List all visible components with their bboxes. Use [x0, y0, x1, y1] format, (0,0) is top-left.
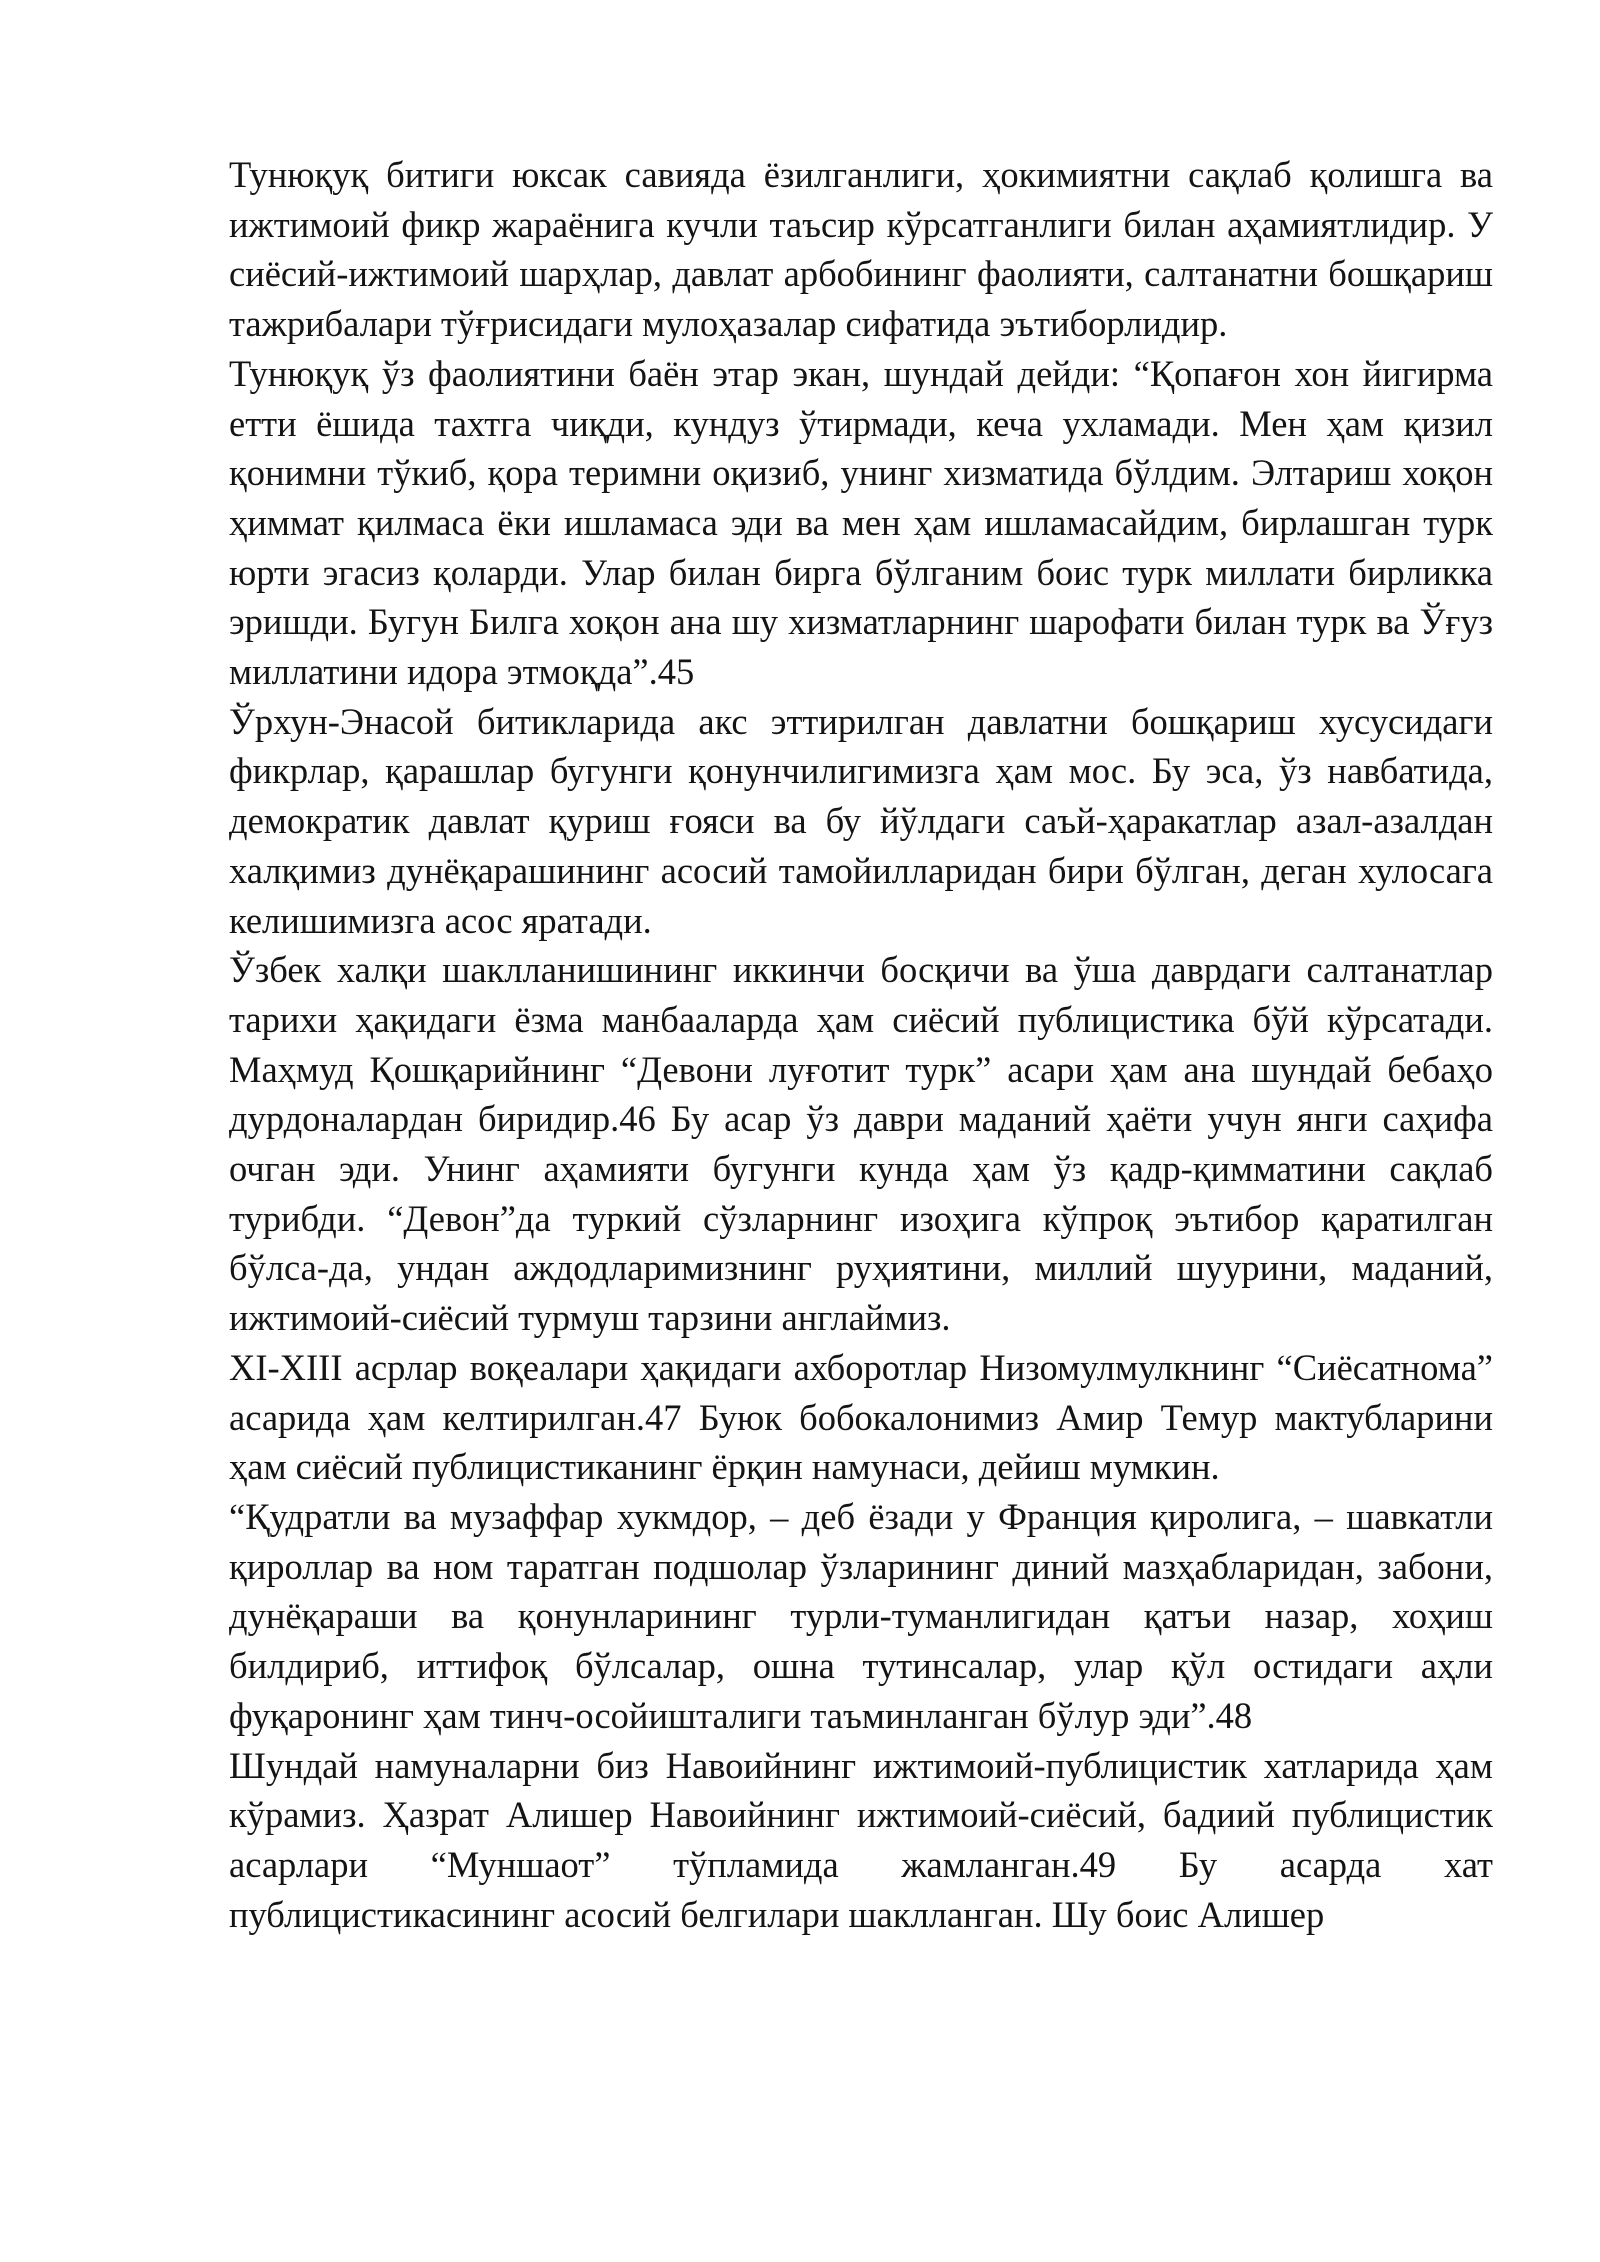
paragraph-amir-temur-letter: “Қудратли ва музаффар хукмдор, – деб ёзади у Франция қиролига, – шавкатли қироллар ва ном таратган подшолар ўзларининг диний мазҳабларидан, забони, дунёқараши ва қонунларининг турли-туманлигидан қатъи назар, хоҳиш билдириб, иттифоқ бўлсалар, ошна тутинсалар, улар қўл остидаги аҳли фуқаронинг ҳам тинч-осойишталиги таъминланган бўлур эди”.48 [229, 1495, 1493, 1736]
paragraph-navoi-munshaot: Шундай намуналарни биз Навоийнинг ижтимоий-публицистик хатларида ҳам кўрамиз. Ҳазрат Алишер Навоийнинг ижтимоий-сиёсий, бадиий публицистик асарлари “Муншаот” тўпламида жамланган.49 Бу асарда хат публицистикасининг асосий белгилари шаклланган. Шу боис Алишер [229, 1744, 1493, 1935]
paragraph-devon-lugotit-turk: Ўзбек халқи шаклланишининг иккинчи босқичи ва ўша даврдаги салтанатлар тарихи ҳақидаги ёзма манбааларда ҳам сиёсий публицистика бўй кўрсатади. Маҳмуд Қошқарийнинг “Девони луғотит турк” асари ҳам ана шундай бебаҳо дурдоналардан биридир.46 Бу асар ўз даври маданий ҳаёти учун янги саҳифа очган эди. Унинг аҳамияти бугунги кунда ҳам ўз қадр-қимматини сақлаб турибди. “Девон”да туркий сўзларнинг изоҳига кўпроқ эътибор қаратилган бўлса-да, ундан аждодларимизнинг руҳиятини, миллий шуурини, маданий, ижтимоий-сиёсий турмуш тарзини англаймиз. [229, 949, 1493, 1339]
document-page [229, 150, 1493, 1939]
paragraph-tonyukuk-inscription: Тунюқуқ битиги юксак савияда ёзилганлиги, ҳокимиятни сақлаб қолишга ва ижтимоий фикр жараёнига кучли таъсир кўрсатганлиги билан аҳамиятлидир. У сиёсий-ижтимоий шарҳлар, давлат арбобининг фаолияти, салтанатни бошқариш тажрибалари тўғрисидаги мулоҳазалар сифатида эътиборлидир. [229, 154, 1493, 345]
paragraph-tonyukuk-quote: Тунюқуқ ўз фаолиятини баён этар экан, шундай дейди: “Қопағон хон йигирма етти ёшида тахтга чиқди, кундуз ўтирмади, кеча ухламади. Мен ҳам қизил қонимни тўкиб, қора теримни оқизиб, унинг хизматида бўлдим. Элтариш хоқон ҳиммат қилмаса ёки ишламаса эди ва мен ҳам ишламасайдим, бирлашган турк юрти эгасиз қоларди. Улар билан бирга бўлганим боис турк миллати бирликка эришди. Бугун Билга хоқон ана шу хизматларнинг шарофати билан турк ва Ўғуз миллатини идора этмоқда”.45 [229, 352, 1493, 693]
paragraph-siyosatnoma: XI-XIII асрлар воқеалари ҳақидаги ахборотлар Низомулмулкнинг “Сиёсатнома” асарида ҳам келтирилган.47 Буюк бобокалонимиз Амир Темур мактубларини ҳам сиёсий публицистиканинг ёрқин намунаси, дейиш мумкин. [229, 1346, 1493, 1488]
paragraph-orkhon-yenisei: Ўрхун-Энасой битикларида акс эттирилган давлатни бошқариш хусусидаги фикрлар, қарашлар бугунги қонунчилигимизга ҳам мос. Бу эса, ўз навбатида, демократик давлат қуриш ғояси ва бу йўлдаги саъй-ҳаракатлар азал-азалдан халқимиз дунёқарашининг асосий тамойилларидан бири бўлган, деган хулосага келишимизга асос яратади. [229, 700, 1493, 941]
